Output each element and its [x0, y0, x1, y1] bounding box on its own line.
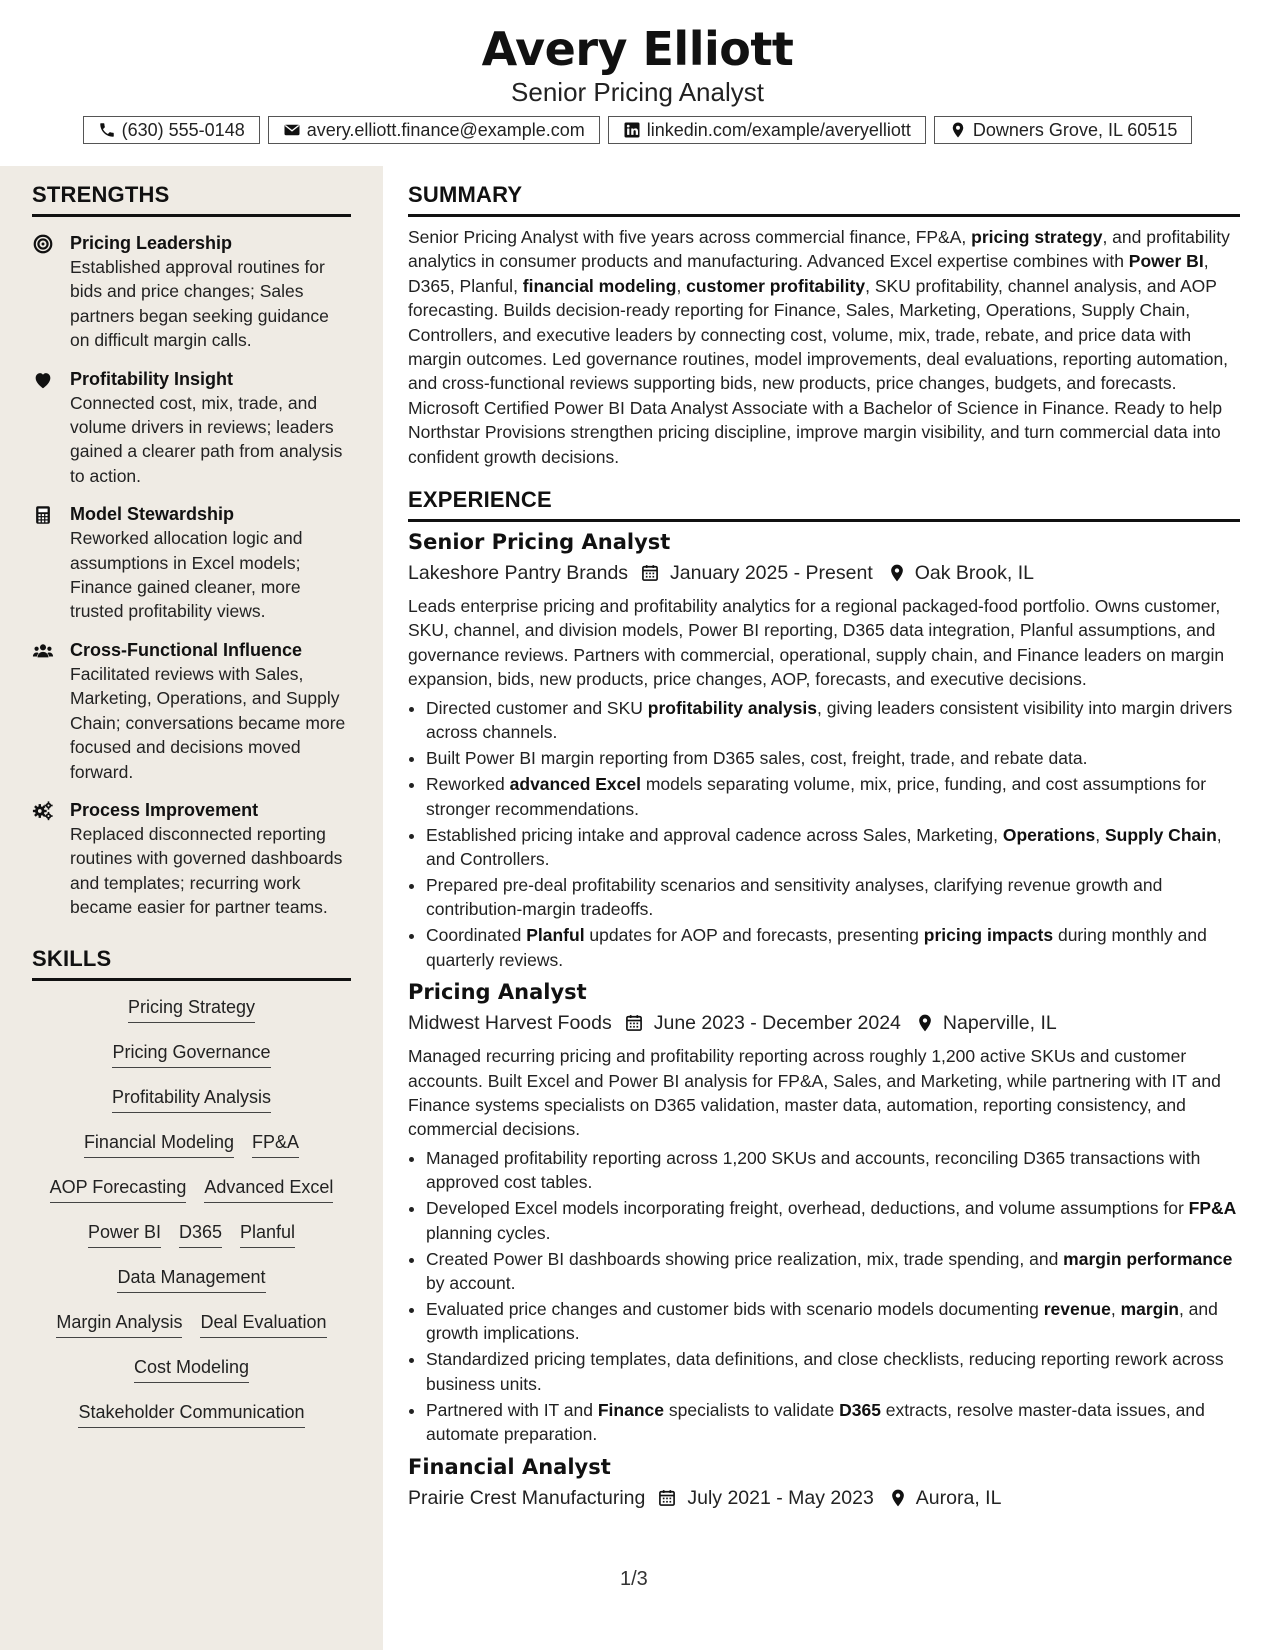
gears-icon	[32, 800, 54, 822]
bullet-item	[426, 696, 1240, 745]
contact-linkedin[interactable]	[608, 116, 926, 144]
candidate-name: Avery Elliott	[481, 22, 794, 76]
text-run: ,	[1110, 1298, 1121, 1319]
contact-text: avery.elliott.finance@example.com	[306, 119, 585, 140]
bullet-item	[426, 1247, 1240, 1296]
skill-tag: Profitability Analysis	[112, 1085, 271, 1113]
text-run: Managed profitability reporting across 1,200 SKUs and accounts, reconciling D365 transactions with approved cost tables.	[426, 1147, 1201, 1193]
bold-text: Operations	[1002, 824, 1096, 845]
skill-row	[32, 1400, 351, 1445]
candidate-title: Senior Pricing Analyst	[511, 77, 764, 107]
contact-text: (630) 555-0148	[121, 119, 245, 140]
job-dates: January 2025 - Present	[670, 562, 873, 585]
bold-text: profitability analysis	[647, 697, 817, 718]
heart-icon	[32, 369, 54, 391]
job-title: Pricing Analyst	[408, 980, 587, 1005]
bold-text: Power BI	[1128, 251, 1204, 272]
skills-list	[32, 995, 351, 1445]
skill-row	[32, 995, 351, 1040]
text-run: Created Power BI dashboards showing price realization, mix, trade spending, and	[426, 1248, 1064, 1269]
calendar-icon	[624, 1013, 644, 1033]
text-run: Coordinated	[426, 925, 527, 946]
text-run: Developed Excel models incorporating freight, overhead, deductions, and volume assumptions for	[426, 1198, 1189, 1219]
skill-tag: Power BI	[88, 1220, 161, 1248]
text-run: Senior Pricing Analyst with five years across commercial finance, FP&A,	[408, 227, 972, 247]
text-run: specialists to validate	[664, 1399, 840, 1420]
job-description: Leads enterprise pricing and profitability analytics for a regional packaged-food portfolio. Owns customer, SKU, channel, and division models, Power BI reporting, D365 data integration, Planful assumptions, and governance reviews. Partners with commercial, operational, supply chain, and Finance leaders on margin expansion, bids, new products, price changes, AOP, forecasts, and executive decisions.	[408, 596, 1225, 690]
skill-row	[32, 1130, 351, 1175]
job-entry	[408, 1453, 1240, 1511]
job-title: Senior Pricing Analyst	[408, 530, 671, 555]
skill-tag: Planful	[240, 1220, 295, 1248]
bold-text: financial modeling	[522, 275, 677, 296]
strength-title: Profitability Insight	[70, 368, 234, 389]
bullet-item	[426, 1196, 1240, 1245]
envelope-icon	[283, 121, 301, 139]
text-run: Partnered with IT and	[426, 1399, 598, 1420]
job-location: Naperville, IL	[942, 1012, 1057, 1035]
contact-email[interactable]	[268, 116, 600, 144]
skill-tag: Advanced Excel	[204, 1175, 333, 1203]
bullet-item	[426, 772, 1240, 821]
map-pin-icon	[887, 563, 907, 583]
bullet-item	[426, 1146, 1240, 1195]
text-run: Evaluated price changes and customer bids with scenario models documenting	[426, 1298, 1044, 1319]
contact-bar	[0, 116, 1275, 144]
text-run: Prepared pre-deal profitability scenarios and sensitivity analyses, clarifying revenue growth and contribution-margin tradeoffs.	[426, 874, 1163, 920]
job-meta	[408, 1010, 1240, 1036]
bold-text: Planful	[526, 925, 585, 946]
skill-tag: Financial Modeling	[84, 1130, 234, 1158]
phone-icon	[98, 121, 116, 139]
strength-description: Reworked allocation logic and assumptions in Excel models; Finance gained cleaner, more trusted profitability views.	[70, 528, 303, 622]
skill-tag: Margin Analysis	[56, 1310, 182, 1338]
contact-text: linkedin.com/example/averyelliott	[646, 119, 911, 140]
skill-row	[32, 1220, 351, 1265]
job-description: Managed recurring pricing and profitability reporting across roughly 1,200 active SKUs and customer accounts. Built Excel and Power BI analysis for FP&A, Sales, and Marketing, while partnering with IT and Finance systems specialists on D365 validation, master data, automation, reporting consistency, and commercial decisions.	[408, 1046, 1221, 1140]
linkedin-icon	[623, 121, 641, 139]
skill-tag: Cost Modeling	[134, 1355, 249, 1383]
skill-tag: Stakeholder Communication	[78, 1400, 304, 1428]
contact-text: Downers Grove, IL 60515	[972, 119, 1178, 140]
job-title: Financial Analyst	[408, 1454, 611, 1479]
users-icon	[32, 640, 54, 662]
map-pin-icon	[888, 1488, 908, 1508]
skill-tag: Pricing Strategy	[128, 995, 255, 1023]
strength-title: Process Improvement	[70, 799, 259, 820]
bold-text: advanced Excel	[509, 774, 641, 795]
summary-heading: SUMMARY	[408, 182, 1240, 217]
strength-item	[32, 638, 351, 784]
bold-text: D365	[839, 1399, 881, 1420]
job-entry	[408, 528, 1240, 972]
bold-text: pricing impacts	[923, 925, 1054, 946]
skill-tag: Data Management	[117, 1265, 265, 1293]
map-pin-icon	[915, 1013, 935, 1033]
bullet-item	[426, 1347, 1240, 1396]
experience-list	[408, 528, 1240, 1511]
text-run: planning cycles.	[426, 1222, 551, 1243]
bold-text: Finance	[597, 1399, 664, 1420]
experience-heading: EXPERIENCE	[408, 487, 1240, 522]
skill-row	[32, 1040, 351, 1085]
job-entry	[408, 978, 1240, 1446]
text-run: models separating volume, mix, price, funding, and cost assumptions for stronger recommendations.	[426, 774, 1207, 819]
summary-text	[408, 225, 1240, 469]
page-number: 1/3	[620, 1568, 648, 1590]
sidebar	[0, 166, 383, 1650]
bold-text: FP&A	[1188, 1198, 1237, 1219]
text-run: Standardized pricing templates, data definitions, and close checklists, reducing reporting rework across business units.	[426, 1349, 1224, 1394]
strength-description: Replaced disconnected reporting routines with governed dashboards and templates; recurring work became easier for partner teams.	[70, 823, 343, 918]
text-run: , D365, Planful,	[408, 251, 1209, 296]
strengths-heading: STRENGTHS	[32, 182, 351, 217]
strength-description: Connected cost, mix, trade, and volume drivers in reviews; leaders gained a clearer path from analysis to action.	[70, 392, 343, 486]
bold-text: margin	[1120, 1298, 1179, 1319]
skill-row	[32, 1310, 351, 1355]
text-run: updates for AOP and forecasts, presenting	[584, 925, 924, 946]
text-run: , and Controllers.	[426, 824, 1222, 869]
job-company: Midwest Harvest Foods	[408, 1012, 612, 1035]
text-run: by account.	[426, 1272, 516, 1293]
skill-row	[32, 1265, 351, 1310]
job-meta	[408, 560, 1240, 586]
bold-text: pricing strategy	[971, 227, 1103, 247]
bullet-item	[426, 823, 1240, 872]
text-run: during monthly and quarterly reviews.	[426, 925, 1207, 970]
skill-tag: D365	[179, 1220, 222, 1248]
calendar-icon	[640, 563, 660, 583]
calculator-icon	[32, 504, 54, 526]
text-run: Built Power BI margin reporting from D365 sales, cost, freight, trade, and rebate data.	[426, 748, 1088, 769]
bullet-item	[426, 746, 1240, 770]
bullet-item	[426, 1297, 1240, 1346]
job-bullets	[408, 696, 1240, 972]
skill-row	[32, 1085, 351, 1130]
skill-tag: Deal Evaluation	[200, 1310, 326, 1338]
text-run: , giving leaders consistent visibility into margin drivers across channels.	[426, 697, 1233, 743]
skill-row	[32, 1175, 351, 1220]
contact-location[interactable]	[934, 116, 1192, 144]
skill-tag: Pricing Governance	[112, 1040, 270, 1068]
strength-description: Established approval routines for bids and price changes; Sales partners began seeking guidance on difficult margin calls.	[70, 257, 329, 351]
text-run: , and profitability analytics in consumer products and manufacturing. Advanced Excel expertise combines with	[408, 227, 1230, 272]
text-run: extracts, resolve master-data issues, and automate preparation.	[426, 1399, 1205, 1445]
contact-phone[interactable]	[83, 116, 260, 144]
text-run: Directed customer and SKU	[426, 697, 648, 718]
job-meta	[408, 1485, 1240, 1511]
calendar-icon	[657, 1488, 677, 1508]
strength-item	[32, 367, 351, 489]
job-location: Aurora, IL	[915, 1486, 1002, 1509]
map-pin-icon	[949, 121, 967, 139]
job-company: Lakeshore Pantry Brands	[408, 562, 629, 585]
skill-tag: FP&A	[252, 1130, 299, 1158]
text-run: ,	[1095, 824, 1105, 845]
strength-item	[32, 231, 351, 353]
skill-row	[32, 1355, 351, 1400]
bullet-item	[426, 1398, 1240, 1447]
resume-header	[0, 0, 1275, 166]
target-icon	[32, 233, 54, 255]
skill-tag: AOP Forecasting	[50, 1175, 187, 1203]
job-dates: June 2023 - December 2024	[653, 1012, 901, 1035]
bold-text: customer profitability	[686, 275, 866, 296]
text-run: , SKU profitability, channel analysis, and AOP forecasting. Builds decision-ready reporting for Finance, Sales, Marketing, Operations, Supply Chain, Controllers, and executive leaders by connecting cost, volume, mix, trade, rebate, and price data with margin outcomes. Led governance routines, model improvements, deal evaluations, reporting automation, and cross-functional reviews supporting bids, new products, price changes, budgets, and forecasts. Microsoft Certified Power BI Data Analyst Associate with a Bachelor of Science in Finance. Ready to help Northstar Provisions strengthen pricing discipline, improve margin visibility, and turn commercial data into confident growth decisions.	[408, 275, 1229, 467]
text-run: , and growth implications.	[426, 1298, 1218, 1344]
job-location: Oak Brook, IL	[914, 562, 1034, 585]
skills-heading: SKILLS	[32, 946, 351, 981]
bullet-item	[426, 923, 1240, 972]
strength-item	[32, 502, 351, 624]
strength-title: Pricing Leadership	[70, 233, 233, 253]
strength-title: Cross-Functional Influence	[70, 639, 303, 660]
strength-description: Facilitated reviews with Sales, Marketing, Operations, and Supply Chain; conversations became more focused and decisions moved forward.	[70, 663, 346, 782]
strength-title: Model Stewardship	[70, 504, 235, 525]
main-content	[408, 166, 1240, 1511]
text-run: ,	[676, 275, 687, 296]
job-dates: July 2021 - May 2023	[687, 1486, 874, 1509]
strength-item	[32, 798, 351, 920]
bold-text: margin performance	[1063, 1248, 1233, 1269]
job-bullets	[408, 1146, 1240, 1447]
text-run: Reworked	[426, 774, 510, 795]
bullet-item	[426, 873, 1240, 922]
text-run: Established pricing intake and approval cadence across Sales, Marketing,	[426, 824, 1003, 845]
job-company: Prairie Crest Manufacturing	[408, 1486, 646, 1509]
bold-text: revenue	[1043, 1298, 1111, 1319]
bold-text: Supply Chain	[1104, 824, 1217, 845]
